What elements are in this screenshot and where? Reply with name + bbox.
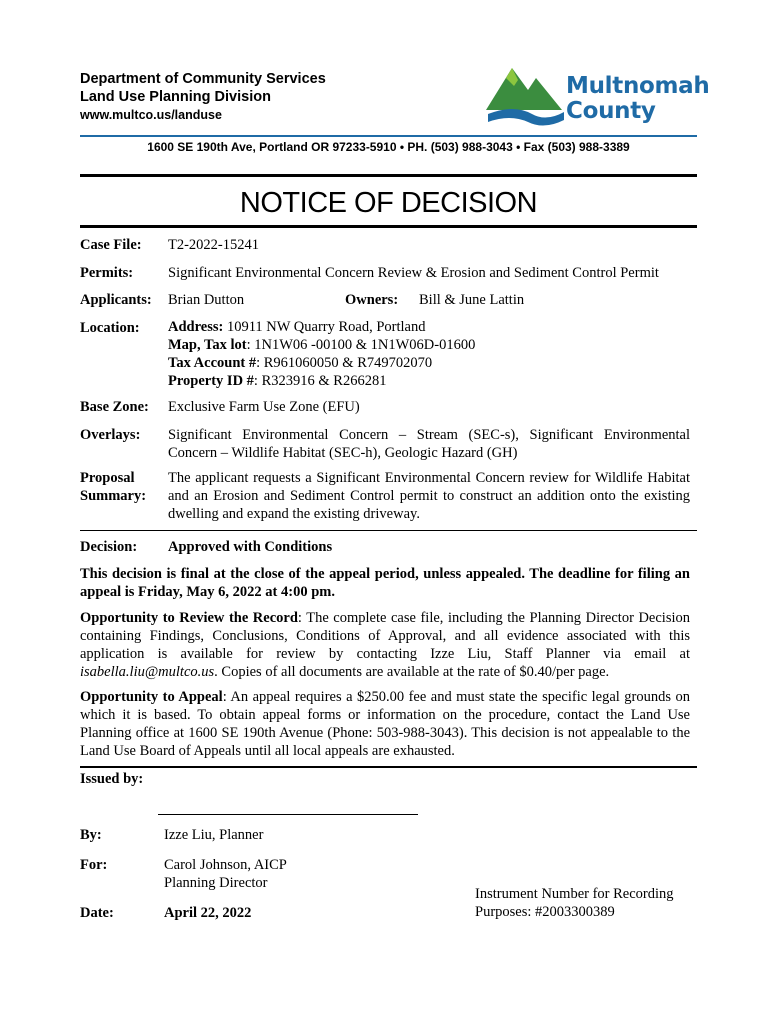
date-value: April 22, 2022 xyxy=(164,905,252,921)
signature-rule xyxy=(80,766,697,768)
case-file-label: Case File: xyxy=(80,237,142,253)
for-name: Carol Johnson, AICP xyxy=(164,857,287,873)
permits-label: Permits: xyxy=(80,265,134,281)
base-zone-value: Exclusive Farm Use Zone (EFU) xyxy=(168,399,360,415)
logo-wordmark: Multnomah County xyxy=(566,73,710,124)
for-title: Planning Director xyxy=(164,875,268,891)
for-label: For: xyxy=(80,857,108,873)
overlays-label: Overlays: xyxy=(80,427,141,443)
proposal-summary-value: The applicant requests a Significant Environmental Concern review for Wildlife Habitat and an Erosion and Sediment Control permit to construct an addition onto the existing dwelling and expand the existing driveway. xyxy=(168,470,690,522)
applicants-value: Brian Dutton xyxy=(168,292,245,308)
logo-river-wave xyxy=(488,109,564,126)
review-paragraph: Opportunity to Review the Record: The complete case file, including the Planning Director Decision containing Findings, Conclusions, Conditions of Approval, and all evidence associated with this application is available for review by contacting Izze Liu, Staff Planner via email at isabella.liu@multco.us. Copies of all documents are available at the rate of $0.40/per page. xyxy=(80,610,690,680)
proposal-summary-label: Proposal Summary: xyxy=(80,470,147,504)
decision-rule xyxy=(80,530,697,531)
by-label: By: xyxy=(80,827,102,843)
location-block xyxy=(168,318,690,390)
planner-email-link[interactable]: isabella.liu@multco.us xyxy=(80,664,215,680)
map-tax-lot-line: Map, Tax lot: 1N1W06 -00100 & 1N1W06D-01600 xyxy=(168,337,476,353)
signature-line xyxy=(158,814,418,815)
owners-label: Owners: xyxy=(345,292,399,308)
permits-value: Significant Environmental Concern Review & Erosion and Sediment Control Permit xyxy=(168,265,659,281)
office-address-line: 1600 SE 190th Ave, Portland OR 97233-5910 • PH. (503) 988-3043 • Fax (503) 988-3389 xyxy=(147,140,630,154)
department-name: Department of Community Services xyxy=(80,71,326,87)
appeal-heading: Opportunity to Appeal xyxy=(80,689,223,705)
logo-mountain-green xyxy=(486,68,562,110)
division-name: Land Use Planning Division xyxy=(80,89,271,105)
case-file-value: T2-2022-15241 xyxy=(168,237,260,253)
review-heading: Opportunity to Review the Record xyxy=(80,610,298,626)
tax-account-line: Tax Account #: R961060050 & R749702070 xyxy=(168,355,433,371)
document-title: NOTICE OF DECISION xyxy=(239,187,538,219)
base-zone-label: Base Zone: xyxy=(80,399,149,415)
date-label: Date: xyxy=(80,905,114,921)
header-rule xyxy=(80,135,697,137)
applicants-label: Applicants: xyxy=(80,292,152,308)
instrument-number-block: Instrument Number for Recording Purposes: #2003300389 xyxy=(475,886,674,920)
title-bottom-rule xyxy=(80,225,697,228)
owners-value: Bill & June Lattin xyxy=(419,292,525,308)
title-top-rule xyxy=(80,174,697,177)
decision-label: Decision: xyxy=(80,539,138,555)
by-value: Izze Liu, Planner xyxy=(164,827,264,843)
for-block xyxy=(164,856,287,892)
final-statement: This decision is final at the close of the appeal period, unless appealed. The deadline for filing an appeal is Friday, May 6, 2022 at 4:00 pm. xyxy=(80,566,690,600)
location-label: Location: xyxy=(80,320,140,336)
overlays-value: Significant Environmental Concern – Stream (SEC-s), Significant Environmental Concern – Wildlife Habitat (SEC-h), Geologic Hazard (GH) xyxy=(168,427,690,461)
department-header xyxy=(80,70,326,124)
appeal-paragraph: Opportunity to Appeal: An appeal requires a $250.00 fee and must state the specific legal grounds on which it is based. To obtain appeal forms or information on the procedure, contact the Land Use Planning office at 1600 SE 190th Avenue (Phone: 503-988-3043). This decision is not appealable to the Land Use Board of Appeals until all local appeals are exhausted. xyxy=(80,689,691,759)
address-line: Address: 10911 NW Quarry Road, Portland xyxy=(168,319,426,335)
property-id-line: Property ID #: R323916 & R266281 xyxy=(168,373,387,389)
decision-value: Approved with Conditions xyxy=(168,539,333,555)
department-url: www.multco.us/landuse xyxy=(80,108,222,122)
issued-by-label: Issued by: xyxy=(80,771,144,787)
